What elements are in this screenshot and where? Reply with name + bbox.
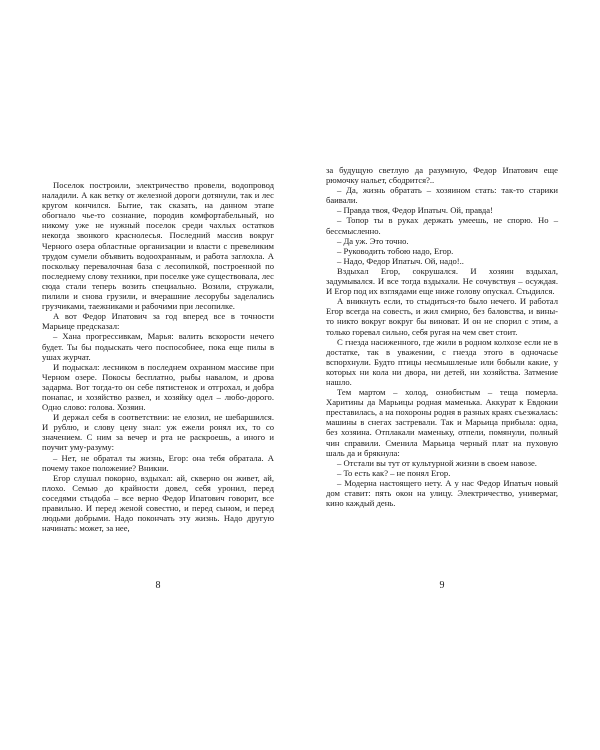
paragraph: И держал себя в соответствии: не елозил, не шебаршился. И рублю, и слову цену знал: уж ежели ронял их, то со значением. С ним за вечер и рта не раскроешь, а иного и поучит уму-разуму: (42, 412, 274, 453)
paragraph: – Хана прогрессивкам, Марья: валить вскорости нечего будет. Ты бы подыскать чего поспособнее, пока еще пилы в ушах журчат. (42, 331, 274, 362)
paragraph: – Отстали вы тут от культурной жизни в своем навозе. (337, 457, 537, 468)
paragraph: Вздыхал Егор, сокрушался. И хозяин вздыхал, задумывался. И все тогда вздыхали. Не сочувствуя – осуждая. И Егор под их взглядами еще ниже голову опускал. Стыдился. (326, 265, 558, 297)
left-page-text (42, 180, 274, 533)
paragraph: – То есть как? – не понял Егор. (337, 467, 451, 478)
paragraph: – Нет, не обратал ты жизнь, Егор: она тебя обратала. А почему такое положение? Вникни. (42, 452, 274, 473)
paragraph: Поселок построили, электричество провели, водопровод наладили. А как ветку от железной дороги дотянули, так и лес кругом кончился. Бытие, так сказать, на данном этапе обогнало чье-то сознание, породив комфортабельный, но никому уже не нужный поселок среди чахлых остатков некогда звонкого краснолесья. Последний массив вокруг Черного озера областные организации и власти с превеликим трудом сумели объявить водоохранным, и работа заглохла. А поскольку перевалочная база с лесопилкой, построенной по последнему слову техники, при поселке уже существовала, лес сюда стали теперь возить специально. Возили, стружали, пилили и снова грузили, и вчерашние лесорубы заделались грузчиками, таежниками и рабочими при лесопилке. (42, 180, 274, 312)
paragraph: – Топор ты в руках держать умеешь, не спорю. Но – бессмысленно. (326, 215, 558, 236)
paragraph: – Надо, Федор Ипатыч. Ой, надо!.. (337, 255, 464, 266)
paragraph: И подыскал: лесником в последнем охранном массиве при Черном озере. Покосы бесплатно, рыбы навалом, и дрова задарма. Вот тогда-то он себе пятистенок и отгрохал, и добра понапас, и хозяйство развел, и хозяйку одел – любо-дорого. Одно слово: голова. Хозяин. (42, 361, 274, 413)
paragraph: – Да, жизнь обратать – хозяином стать: так-то старики баивали. (326, 185, 558, 206)
paragraph: С гнезда насиженного, где жили в родном колхозе если не в достатке, так в уважении, с гнезда этого в одночасье вспорхнули. Будто птицы несмышленые или бобыли какие, у которых ни кола ни двора, ни детей, ни хозяйства. Затмение нашло. (326, 336, 558, 387)
left-page (42, 0, 274, 750)
paragraph: А вникнуть если, то стыдиться-то было нечего. И работал Егор всегда на совесть, и жил смирно, без баловства, и вины-то никто вокруг вокруг бы виноват. И он не спорил с этим, а только горевал сильно, себя ругая на чем свет стоит. (326, 296, 558, 337)
paragraph: Тем мартом – холод, ознобистым – теща померла. Харитины да Марьицы родная маменька. Аккурат к Евдокии преставилась, а на похороны родня в разных краях съезжалась: машины в снегах застревали. Так и Марьица прибыла: одна, без хозяина. Отплакали маменьку, отпели, помянули, полный чин справили. Сменила Марьица черный плат на пуховую шаль да и брякнула: (326, 387, 558, 458)
right-page-text (326, 165, 558, 508)
paragraph: – Модерна настоящего нету. А у нас Федор Ипатыч новый дом ставит: пять окон на улицу. Электричество, универмаг, кино каждый день. (326, 477, 558, 509)
paragraph: А вот Федор Ипатович за год вперед все в точности Марьице предсказал: (42, 311, 274, 332)
right-page (326, 0, 558, 750)
page-number: 8 (155, 580, 161, 591)
paragraph: Егор слушал покорно, вздыхал: ай, скверно он живет, ай, плохо. Семью до крайности довел, себя уронил, перед соседями стыдоба – все верно Федор Ипатович говорит, все правильно. И перед женой совестно, и перед сыном, и перед людьми добрыми. Надо покончать эту жизнь. Надо другую начинать: может, за нее, (42, 472, 274, 534)
paragraph: – Руководить тобою надо, Егор. (337, 245, 454, 256)
paragraph: – Да уж. Это точно. (337, 235, 409, 246)
paragraph: – Правда твоя, Федор Ипатыч. Ой, правда! (337, 205, 493, 216)
paragraph: за будущую светлую да разумную, Федор Ипатович еще рюмочку нальет, сбодрится?.. (326, 165, 558, 186)
page-number: 9 (439, 580, 445, 591)
